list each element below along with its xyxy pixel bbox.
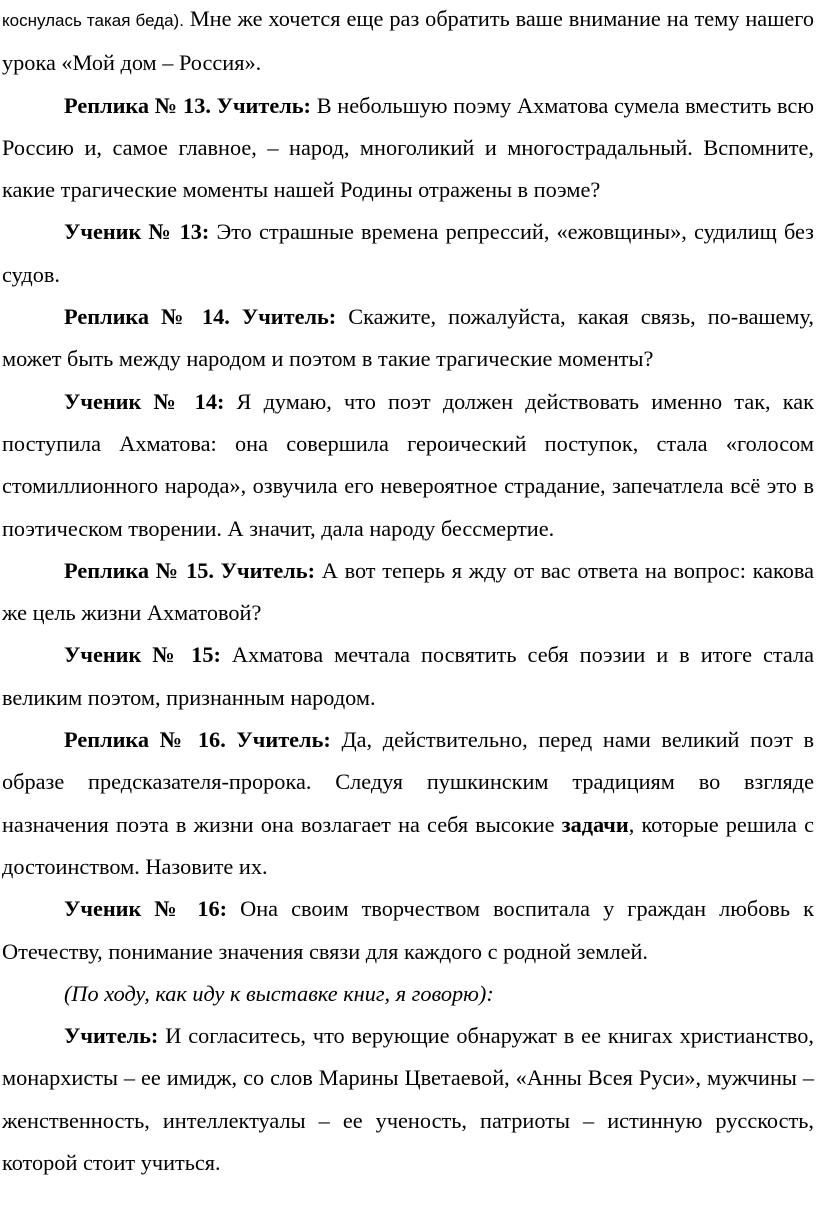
bold-word: задачи	[561, 811, 629, 837]
paragraph-text: Я думаю, что поэт должен действовать именно так, как поступила Ахматова: она совершила героический поступок, стала «голосом стомиллионного народа», озвучила его невероятное страдание, запечатлела всё это в поэтическом творении. А значит, дала народу бессмертие.	[2, 388, 814, 541]
paragraph-text: Да, действительно, перед нами великий поэт в образе предсказателя-пророка. Следуя пушкинским традициям во взгляде назначения поэта в жизни она возлагает на себя высокие	[2, 727, 814, 837]
paragraph-text: Это страшные времена репрессий, «ежовщины», судилищ без судов.	[2, 219, 814, 287]
speaker-label: Ученик № 16:	[64, 896, 228, 922]
paragraph-lead: коснулась такая беда).	[2, 11, 184, 30]
paragraph-replica-13	[2, 85, 814, 212]
paragraph-text: И согласитесь, что верующие обнаружат в ее книгах христианство, монархисты – ее имидж, со слов Марины Цветаевой, «Анны Всея Руси», мужчины – женственность, интеллектуалы – ее ученость, патриоты – истинную русскость, которой стоит учиться.	[2, 1023, 814, 1176]
paragraph-replica-15	[2, 550, 814, 635]
paragraph-intro	[2, 0, 814, 85]
speaker-label: Реплика № 13. Учитель:	[64, 92, 311, 118]
paragraph-student-13	[2, 211, 814, 296]
speaker-label: Реплика № 14. Учитель:	[64, 304, 337, 330]
speaker-label: Реплика № 16. Учитель:	[64, 727, 331, 753]
speaker-label: Ученик № 14:	[64, 388, 225, 414]
paragraph-teacher-final	[2, 1015, 814, 1184]
paragraph-text: А вот теперь я жду от вас ответа на вопрос: какова же цель жизни Ахматовой?	[2, 557, 814, 626]
paragraph-replica-14	[2, 296, 814, 381]
paragraph-text: Ахматова мечтала посвятить себя поэзии и в итоге стала великим поэтом, признанным народом.	[2, 642, 814, 710]
paragraph-text: Она своим творчеством воспитала у граждан любовь к Отечеству, понимание значения связи для каждого с родной землей.	[2, 896, 814, 964]
speaker-label: Реплика № 15. Учитель:	[64, 557, 316, 583]
paragraph-student-16	[2, 888, 814, 973]
paragraph-text: Мне же хочется еще раз обратить ваше внимание на тему нашего урока «Мой дом – Россия».	[2, 6, 814, 76]
paragraph-text: Скажите, пожалуйста, какая связь, по-вашему, может быть между народом и поэтом в такие трагические моменты?	[2, 304, 815, 372]
paragraph-stage-direction	[2, 973, 814, 1015]
paragraph-student-15	[2, 634, 814, 719]
speaker-label: Учитель:	[64, 1023, 159, 1049]
paragraph-text: В небольшую поэму Ахматова сумела вместить всю Россию и, самое главное, – народ, многоликий и многострадальный. Вспомните, какие трагические моменты нашей Родины отражены в поэме?	[2, 92, 814, 203]
stage-direction-text: (По ходу, как иду к выставке книг, я говорю):	[64, 980, 494, 1006]
speaker-label: Ученик № 13:	[64, 219, 210, 245]
paragraph-text: , которые решила с достоинством. Назовите их.	[2, 811, 814, 879]
speaker-label: Ученик № 15:	[64, 642, 221, 668]
paragraph-student-14	[2, 381, 814, 550]
paragraph-replica-16	[2, 719, 814, 888]
